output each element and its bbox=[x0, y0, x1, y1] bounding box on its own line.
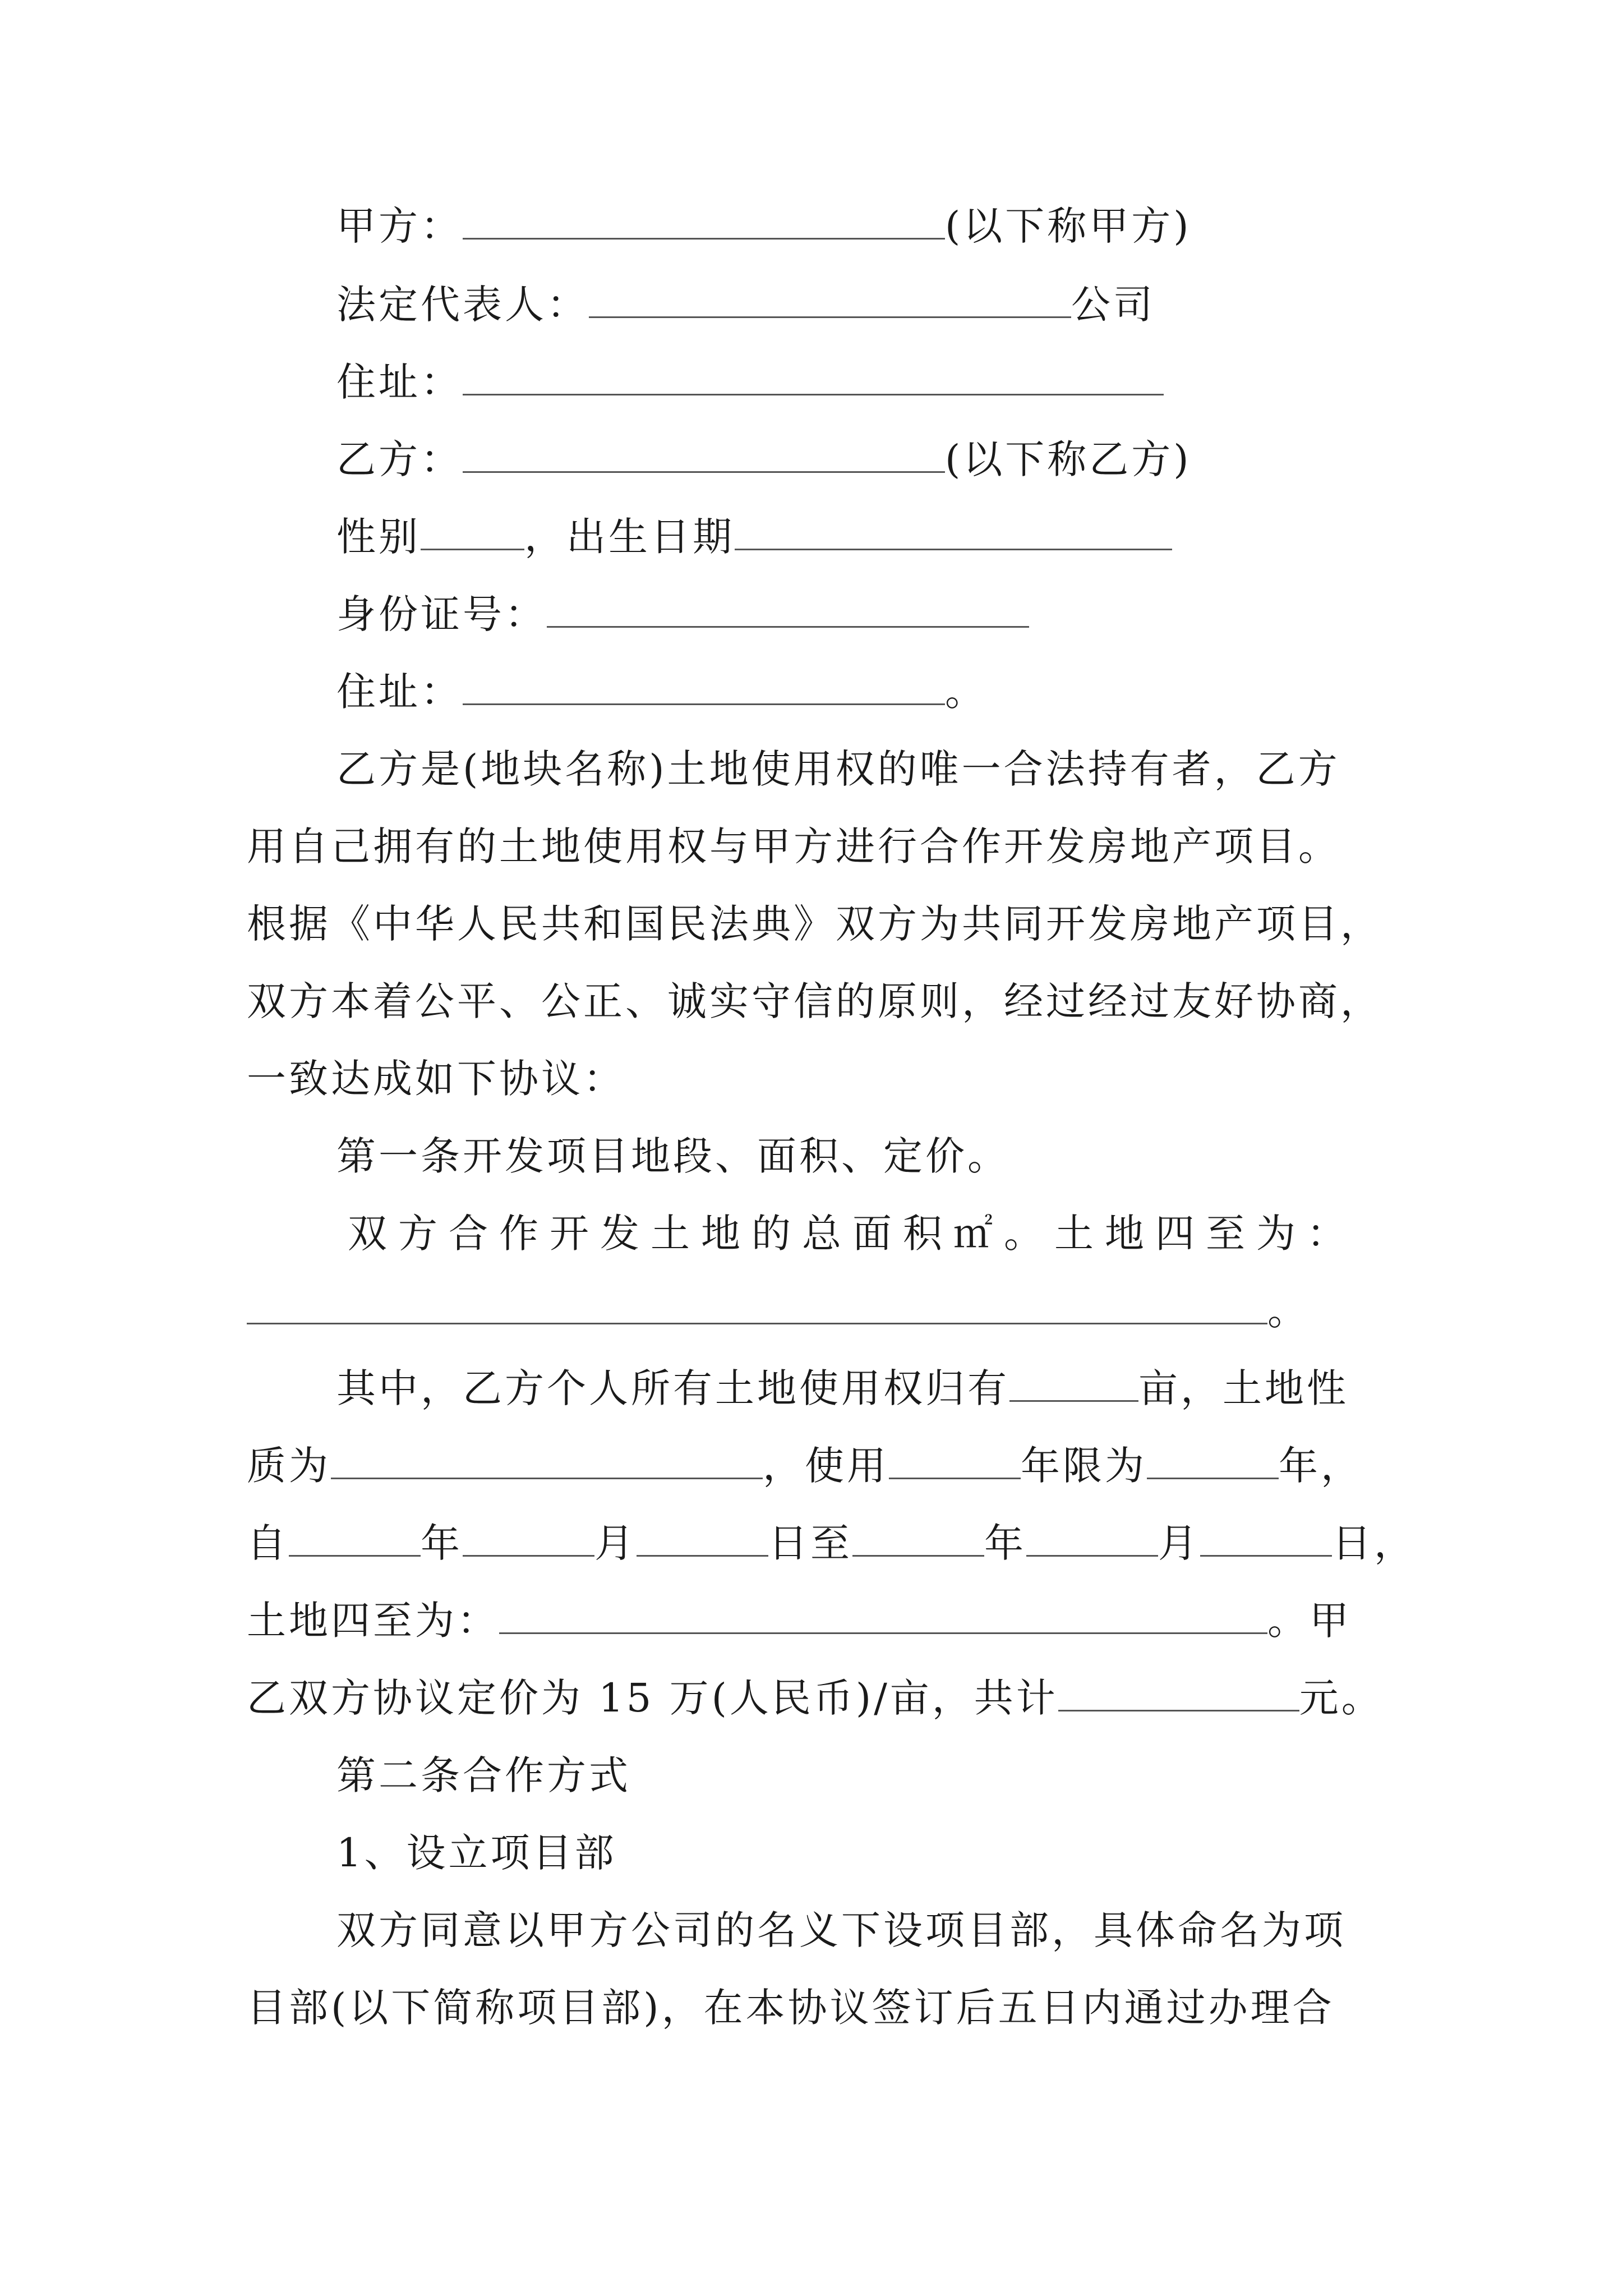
text-segment: 乙双方协议定价为 15 万(人民币)/亩，共计 bbox=[247, 1675, 1058, 1721]
area-char: 土 bbox=[1054, 1211, 1094, 1257]
birth-blank bbox=[735, 514, 1172, 550]
text-segment: 亩，土地性 bbox=[1138, 1365, 1349, 1411]
id-label: 身份证号： bbox=[336, 591, 547, 637]
text-segment: 年 bbox=[984, 1520, 1026, 1566]
boundary-end: 。 bbox=[1267, 1288, 1310, 1334]
party-a-address-line bbox=[336, 355, 1164, 409]
boundary-blank-2 bbox=[499, 1598, 1267, 1634]
id-blank bbox=[547, 591, 1029, 628]
intro-line: 双方本着公平、公正、诚实守信的原则，经过经过友好协商， bbox=[247, 978, 1382, 1024]
article-2-sub-1: 1、设立项目部 bbox=[336, 1830, 617, 1876]
article-2-title: 第二条合作方式 bbox=[336, 1752, 631, 1798]
date-blank bbox=[289, 1520, 421, 1557]
area-char: 土 bbox=[651, 1211, 690, 1257]
text-segment: 元。 bbox=[1299, 1675, 1384, 1721]
use-blank bbox=[889, 1443, 1021, 1479]
party-b-blank bbox=[463, 436, 945, 473]
article-2-p-line: 双方同意以甲方公司的名义下设项目部，具体命名为项 bbox=[336, 1907, 1346, 1953]
area-char: 。 bbox=[1004, 1211, 1043, 1257]
area-char: 开 bbox=[550, 1211, 589, 1257]
id-number-line bbox=[336, 587, 1029, 641]
party-b-address-blank bbox=[463, 669, 945, 705]
land-nature-blank bbox=[331, 1443, 763, 1479]
article-1-p2-line bbox=[336, 1361, 1349, 1415]
area-char: ： bbox=[1307, 1211, 1346, 1257]
birth-label: ，出生日期 bbox=[524, 514, 735, 560]
text-segment: 月 bbox=[594, 1520, 637, 1566]
area-char: 至 bbox=[1206, 1211, 1245, 1257]
party-a-address-label: 住址： bbox=[336, 359, 463, 405]
text-segment: 日至 bbox=[768, 1520, 852, 1566]
area-char: 为 bbox=[1256, 1211, 1295, 1257]
text-segment: 其中，乙方个人所有土地使用权归有 bbox=[336, 1365, 1009, 1411]
text-segment: 年， bbox=[1279, 1443, 1363, 1489]
article-1-area-line bbox=[348, 1207, 1346, 1260]
intro-line: 用自己拥有的土地使用权与甲方进行合作开发房地产项目。 bbox=[247, 823, 1340, 869]
date-blank bbox=[852, 1520, 984, 1557]
date-blank bbox=[637, 1520, 768, 1557]
text-segment: 质为 bbox=[247, 1443, 331, 1489]
date-blank bbox=[1026, 1520, 1158, 1557]
party-b-label: 乙方： bbox=[336, 436, 463, 482]
article-1-p2-line bbox=[247, 1594, 1352, 1648]
intro-line: 根据《中华人民共和国民法典》双方为共同开发房地产项目， bbox=[247, 901, 1382, 947]
area-char: 地 bbox=[701, 1211, 740, 1257]
article-1-p2-line bbox=[247, 1671, 1384, 1725]
intro-line: 乙方是(地块名称)土地使用权的唯一合法持有者，乙方 bbox=[336, 746, 1340, 792]
total-blank bbox=[1058, 1675, 1299, 1711]
article-1-p2-line bbox=[247, 1439, 1363, 1493]
area-char: 积 bbox=[903, 1211, 942, 1257]
boundary-line bbox=[247, 1284, 1310, 1338]
party-b-address-line bbox=[336, 665, 987, 719]
legal-rep-suffix: 公司 bbox=[1071, 282, 1155, 328]
area-char: 双 bbox=[348, 1211, 387, 1257]
date-blank bbox=[463, 1520, 594, 1557]
party-a-address-blank bbox=[463, 359, 1164, 395]
date-blank bbox=[1200, 1520, 1332, 1557]
party-a-label: 甲方： bbox=[336, 203, 463, 249]
area-char: 面 bbox=[852, 1211, 892, 1257]
party-a-blank bbox=[463, 203, 945, 240]
area-char: 四 bbox=[1155, 1211, 1195, 1257]
article-2-p-line: 目部(以下简称项目部)，在本协议签订后五日内通过办理合 bbox=[247, 1985, 1335, 2031]
legal-rep-label: 法定代表人： bbox=[336, 282, 589, 328]
text-segment: ，使用 bbox=[763, 1443, 889, 1489]
area-char: 地 bbox=[1105, 1211, 1144, 1257]
text-segment: 月 bbox=[1158, 1520, 1200, 1566]
party-a-suffix: (以下称甲方) bbox=[945, 203, 1192, 249]
area-char: 发 bbox=[600, 1211, 639, 1257]
text-segment: 。甲 bbox=[1267, 1598, 1352, 1644]
boundary-blank bbox=[247, 1288, 1267, 1324]
article-1-title: 第一条开发项目地段、面积、定价。 bbox=[336, 1133, 1009, 1179]
gender-blank bbox=[421, 514, 524, 550]
gender-birth-line bbox=[336, 510, 1172, 564]
mu-blank bbox=[1009, 1365, 1138, 1402]
party-b-address-label: 住址： bbox=[336, 669, 463, 715]
article-1-date-line bbox=[247, 1516, 1416, 1570]
area-char: 总 bbox=[802, 1211, 841, 1257]
area-char: 作 bbox=[499, 1211, 538, 1257]
party-a-line bbox=[336, 199, 1192, 253]
area-char: 方 bbox=[398, 1211, 437, 1257]
years-blank bbox=[1147, 1443, 1279, 1479]
text-segment: 年 bbox=[421, 1520, 463, 1566]
legal-rep-blank bbox=[589, 282, 1071, 318]
party-b-address-end: 。 bbox=[945, 669, 987, 715]
text-segment: 年限为 bbox=[1021, 1443, 1147, 1489]
intro-line: 一致达成如下协议： bbox=[247, 1056, 625, 1102]
text-segment: 自 bbox=[247, 1520, 289, 1566]
area-char: 合 bbox=[449, 1211, 488, 1257]
area-char: ㎡ bbox=[953, 1211, 993, 1257]
gender-label: 性别 bbox=[336, 514, 421, 560]
text-segment: 土地四至为： bbox=[247, 1598, 499, 1644]
area-char: 的 bbox=[751, 1211, 791, 1257]
party-b-line bbox=[336, 432, 1192, 486]
party-b-suffix: (以下称乙方) bbox=[945, 436, 1192, 482]
text-segment: 日， bbox=[1332, 1520, 1416, 1566]
legal-rep-line bbox=[336, 278, 1155, 332]
